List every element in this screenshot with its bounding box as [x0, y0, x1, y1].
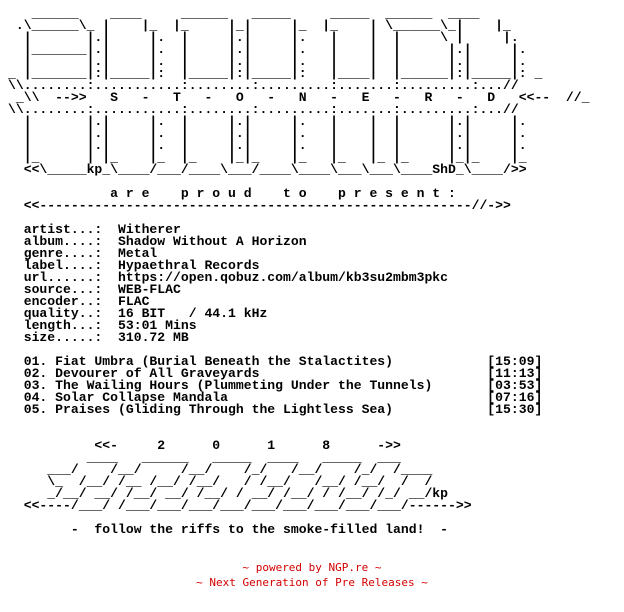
nfo-line: _/__/ __/ /__/ __/ /__/ / __/ /__/ / /__/ /_/ __/kp [8, 486, 449, 501]
nfo-line: <<- 2 0 1 8 ->> [8, 438, 401, 453]
nfo-line: .\______\_ | |_ |_ |_| |_ |_ | \______\_| |_ [8, 18, 511, 33]
nfo-line: label....: Hypaethral Records [8, 258, 260, 273]
nfo-line: album....: Shadow Without A Horizon [8, 234, 307, 249]
nfo-line: | |.| |. | |.| |. | | | |.| |. [8, 114, 527, 129]
nfo-line: encoder..: FLAC [8, 294, 150, 309]
nfo-line: | |.| |. | |.| |. | | | |.| |. [8, 138, 527, 153]
nfo-line: <<-------------------------------------------------------//->> [8, 198, 511, 213]
nfo-line: | |.| |. | |.| |. | | | |.| |. [8, 126, 527, 141]
footer-tagline: ~ Next Generation of Pre Releases ~ [196, 576, 428, 589]
nfo-line: - follow the riffs to the smoke-filled land! - [8, 522, 449, 537]
nfo-line: 04. Solar Collapse Mandala [07:16] [8, 390, 543, 405]
nfo-line: genre....: Metal [8, 246, 158, 261]
nfo-line: 03. The Wailing Hours (Plummeting Under the Tunnels) [03:53] [8, 378, 543, 393]
nfo-line: | |.| |. | |.| |. | | | |.| |. [8, 54, 527, 69]
nfo-line: |_______|.| |. | |.| |. | | | |.| |. [8, 42, 527, 57]
nfo-line: \\........:...........:........:.........:.......:.........:...// [8, 102, 519, 117]
nfo-line: \\........:...........:........:.........:.......:.........:...// [8, 78, 519, 93]
nfo-line: |_ | |_ |_ |_ |_|_ |_ |_ |_ |_ |_|_ |_ [8, 150, 527, 165]
nfo-line: a r e p r o u d t o p r e s e n t : [8, 186, 456, 201]
nfo-line: 01. Fiat Umbra (Burial Beneath the Stalactites) [15:09] [8, 354, 543, 369]
nfo-line: 02. Devourer of All Graveyards [11:13] [8, 366, 543, 381]
nfo-text [8, 8, 589, 536]
nfo-line: size.....: 310.72 MB [8, 330, 189, 345]
nfo-line: | |.| |. | |.| |. | | | \ | |. [8, 30, 519, 45]
nfo-line: length...: 53:01 Mins [8, 318, 197, 333]
nfo-line: quality..: 16 BIT / 44.1 kHz [8, 306, 268, 321]
nfo-line: <<\_____kp_\____/___/____\___/____\____\___\___\____ShD_\____/>> [8, 162, 527, 177]
nfo-line: _ |_______|:|_____|: |_____|:|_____|: |____| |______|:|_____|: _ [8, 66, 543, 81]
nfo-line: \_ /__/ /__ /__/ /__/ / /__/ /__/ /__/ / / [8, 474, 433, 489]
nfo-line [8, 416, 589, 428]
nfo-line: ___/ /__/ /__/ /_/ /__/ /_/ /____ [8, 462, 433, 477]
nfo-line: url......: https://open.qobuz.com/album/kb3su2mbm3pkc [8, 270, 449, 285]
nfo-line: 05. Praises (Gliding Through the Lightless Sea) [15:30] [8, 402, 543, 417]
nfo-line: _\\ -->> S - T - O - N - E - R - D <<-- //_ [8, 90, 590, 105]
nfo-line: ______ ____ ______ _____ _____ ______ ____ [8, 6, 480, 21]
nfo-line: <<----/___/ /___/___/___/___/___/___/___/___/___/------>> [8, 498, 472, 513]
nfo-line: source...: WEB-FLAC [8, 282, 181, 297]
nfo-line: ____ ______ _____ ____ _____ ___ [8, 450, 401, 465]
footer-powered-by: ~ powered by NGP.re ~ [242, 561, 382, 574]
nfo-line: artist...: Witherer [8, 222, 181, 237]
